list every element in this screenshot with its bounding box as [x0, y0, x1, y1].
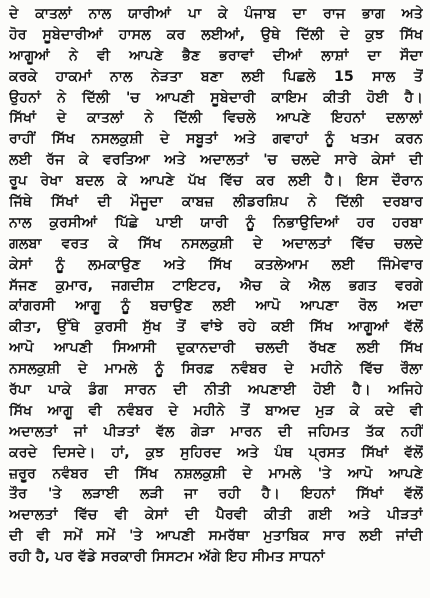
article-line-6: ਸਿੱਖਾਂ ਦੇ ਕਾਤਲਾਂ ਨੇ ਦਿੱਲੀ ਵਿਚਲੇ ਆਪਣੇ ਇਹਨਾਂ ਦਲਾਲਾਂ [9, 110, 423, 127]
article-line-23: ਜ਼ਰੂਰ ਨਵੰਬਰ ਦੀ ਸਿੱਖ ਨਸ਼ਲਕੁਸ਼ੀ ਦੇ ਮਾਮਲੇ 'ਤੇ ਆਪੋ ਆਪਣੇ [9, 465, 423, 482]
article-body [9, 4, 423, 568]
article-line-20: ਸਿੱਖ ਆਗੂ ਵੀ ਨਵੰਬਰ ਦੇ ਮਹੀਨੇ ਤੋਂ ਬਾਅਦ ਮੁੜ ਕੇ ਕਦੇ ਵੀ [9, 402, 423, 419]
article-line-3: ਆਗੂਆਂ ਨੇ ਵੀ ਆਪਣੇ ਭੈਣ ਭਰਾਵਾਂ ਦੀਆਂ ਲਾਸ਼ਾਂ ਦਾ ਸੌਦਾ [9, 47, 423, 64]
article-line-1: ਦੇ ਕਾਤਲਾਂ ਨਾਲ ਯਾਰੀਆਂ ਪਾ ਕੇ ਪੰਜਾਬ ਦਾ ਰਾਜ ਭਾਗ ਅਤੇ [9, 6, 423, 22]
article-line-11: ਨਾਲ ਕੁਰਸੀਆਂ ਪਿੱਛੇ ਪਾਈ ਯਾਰੀ ਨੂੰ ਨਿਭਾਉਦਿਆਂ ਹਰ ਹਰਬਾ [9, 214, 423, 231]
article-line-14: ਸੱਜਣ ਕੁਮਾਰ, ਜਗਦੀਸ਼ ਟਾਇਟਰ, ਐਚ ਕੇ ਐਲ ਭਗਤ ਵਰਗੇ [9, 277, 423, 294]
article-line-22: ਕਰਦੇ ਦਿਸਦੇ। ਹਾਂ, ਕੁਝ ਸੁਹਿਰਦ ਅਤੇ ਪੰਥ ਪ੍ਰਸਤ ਸਿੱਖਾਂ ਵੱਲੋਂ [9, 444, 423, 461]
article-line-2: ਹੋਰ ਸੂਬੇਦਾਰੀਆਂ ਹਾਸਲ ਕਰ ਲਈਆਂ, ਉਥੇ ਦਿੱਲੀ ਦੇ ਕੁਝ ਸਿੱਖ [9, 26, 423, 43]
article-line-5: ਉਹਨਾਂ ਨੇ ਦਿੱਲੀ 'ਚ ਆਪਣੀ ਸੂਬੇਦਾਰੀ ਕਾਇਮ ਕੀਤੀ ਹੋਈ ਹੈ। [9, 89, 423, 106]
article-line-26: ਦੀ ਵੀ ਸਮੇਂ ਸਮੇਂ 'ਤੇ ਆਪਣੀ ਸਮਰੱਥਾ ਮੁਤਾਬਿਕ ਸਾਰ ਲਈ ਜਾਂਦੀ [9, 528, 423, 545]
article-line-16: ਕੀਤਾ, ਉੱਥੇ ਕੁਰਸੀ ਸੁੱਖ ਤੋਂ ਵਾਂਝੇ ਰਹੇ ਕਈ ਸਿੱਖ ਆਗੂਆਂ ਵੱਲੋਂ [9, 319, 423, 336]
article-line-25: ਅਦਾਲਤਾਂ ਵਿੱਚ ਵੀ ਕੇਸਾਂ ਦੀ ਪੈਰਵੀ ਕੀਤੀ ਗਈ ਅਤੇ ਪੀੜਤਾਂ [9, 507, 423, 524]
article-line-17: ਆਪੋ ਆਪਣੀ ਸਿਆਸੀ ਦੁਕਾਨਦਾਰੀ ਚਲਦੀ ਰੱਖਣ ਲਈ ਸਿੱਖ [9, 340, 423, 357]
article-line-9: ਰੂਪ ਰੇਖਾ ਬਦਲ ਕੇ ਆਪਣੇ ਪੱਖ ਵਿੱਚ ਕਰ ਲਈ ਹੈ। ਇਸ ਦੌਰਾਨ [9, 173, 423, 190]
article-line-12: ਗਲਬਾ ਵਰਤ ਕੇ ਸਿੱਖ ਨਸਲਕੁਸ਼ੀ ਦੇ ਅਦਾਲਤਾਂ ਵਿੱਚ ਚਲਦੇ [9, 235, 423, 252]
article-line-18: ਨਸਲਕੁਸ਼ੀ ਦੇ ਮਾਮਲੇ ਨੂੰ ਸਿਰਫ਼ ਨਵੰਬਰ ਦੇ ਮਹੀਨੇ ਵਿੱਚ ਰੌਲਾ [9, 361, 423, 378]
article-line-27: ਰਹੀ ਹੈ, ਪਰ ਵੱਡੇ ਸਰਕਾਰੀ ਸਿਸਟਮ ਅੱਗੇ ਇਹ ਸੀਮਤ ਸਾਧਨਾਂ [9, 549, 325, 566]
article-line-21: ਅਦਾਲਤਾਂ ਜਾਂ ਪੀੜਤਾਂ ਵੱਲ ਗੇੜਾ ਮਾਰਨ ਦੀ ਜਹਿਮਤ ਤੱਕ ਨਹੀਂ [9, 423, 423, 440]
article-line-19: ਰੱਪਾ ਪਾਕੇ ਡੰਗ ਸਾਰਨ ਦੀ ਨੀਤੀ ਅਪਣਾਈ ਹੋਈ ਹੈ। ਅਜਿਹੇ [9, 382, 423, 399]
article-line-7: ਰਾਹੀਂ ਸਿੱਖ ਨਸਲਕੁਸ਼ੀ ਦੇ ਸਬੂਤਾਂ ਅਤੇ ਗਵਾਹਾਂ ਨੂੰ ਖਤਮ ਕਰਨ [9, 131, 423, 148]
article-line-24: ਤੌਰ 'ਤੇ ਲੜਾਈ ਲੜੀ ਜਾ ਰਹੀ ਹੈ। ਇਹਨਾਂ ਸਿੱਖਾਂ ਵੱਲੋਂ [9, 486, 423, 503]
article-line-13: ਕੇਸਾਂ ਨੂੰ ਲਮਕਾਉਣ ਅਤੇ ਸਿੱਖ ਕਤਲੇਆਮ ਲਈ ਜਿੰਮੇਵਾਰ [9, 256, 423, 273]
article-line-15: ਕਾਂਗਰਸੀ ਆਗੂ ਨੂੰ ਬਚਾਉਣ ਲਈ ਆਪੋ ਆਪਣਾ ਰੋਲ ਅਦਾ [9, 298, 423, 315]
article-line-8: ਲਈ ਰੱਜ ਕੇ ਵਰਤਿਆ ਅਤੇ ਅਦਾਲਤਾਂ 'ਚ ਚਲਦੇ ਸਾਰੇ ਕੇਸਾਂ ਦੀ [9, 152, 423, 169]
article-line-4: ਕਰਕੇ ਹਾਕਮਾਂ ਨਾਲ ਨੇੜਤਾ ਬਣਾ ਲਈ ਪਿਛਲੇ 15 ਸਾਲ ਤੋਂ [9, 68, 423, 85]
article-line-10: ਜਿੱਥੇ ਸਿੱਖਾਂ ਦੀ ਮੌਜੂਦਾ ਕਾਬਜ਼ ਲੀਡਰਸ਼ਿਪ ਨੇ ਦਿੱਲੀ ਦਰਬਾਰ [9, 194, 423, 211]
